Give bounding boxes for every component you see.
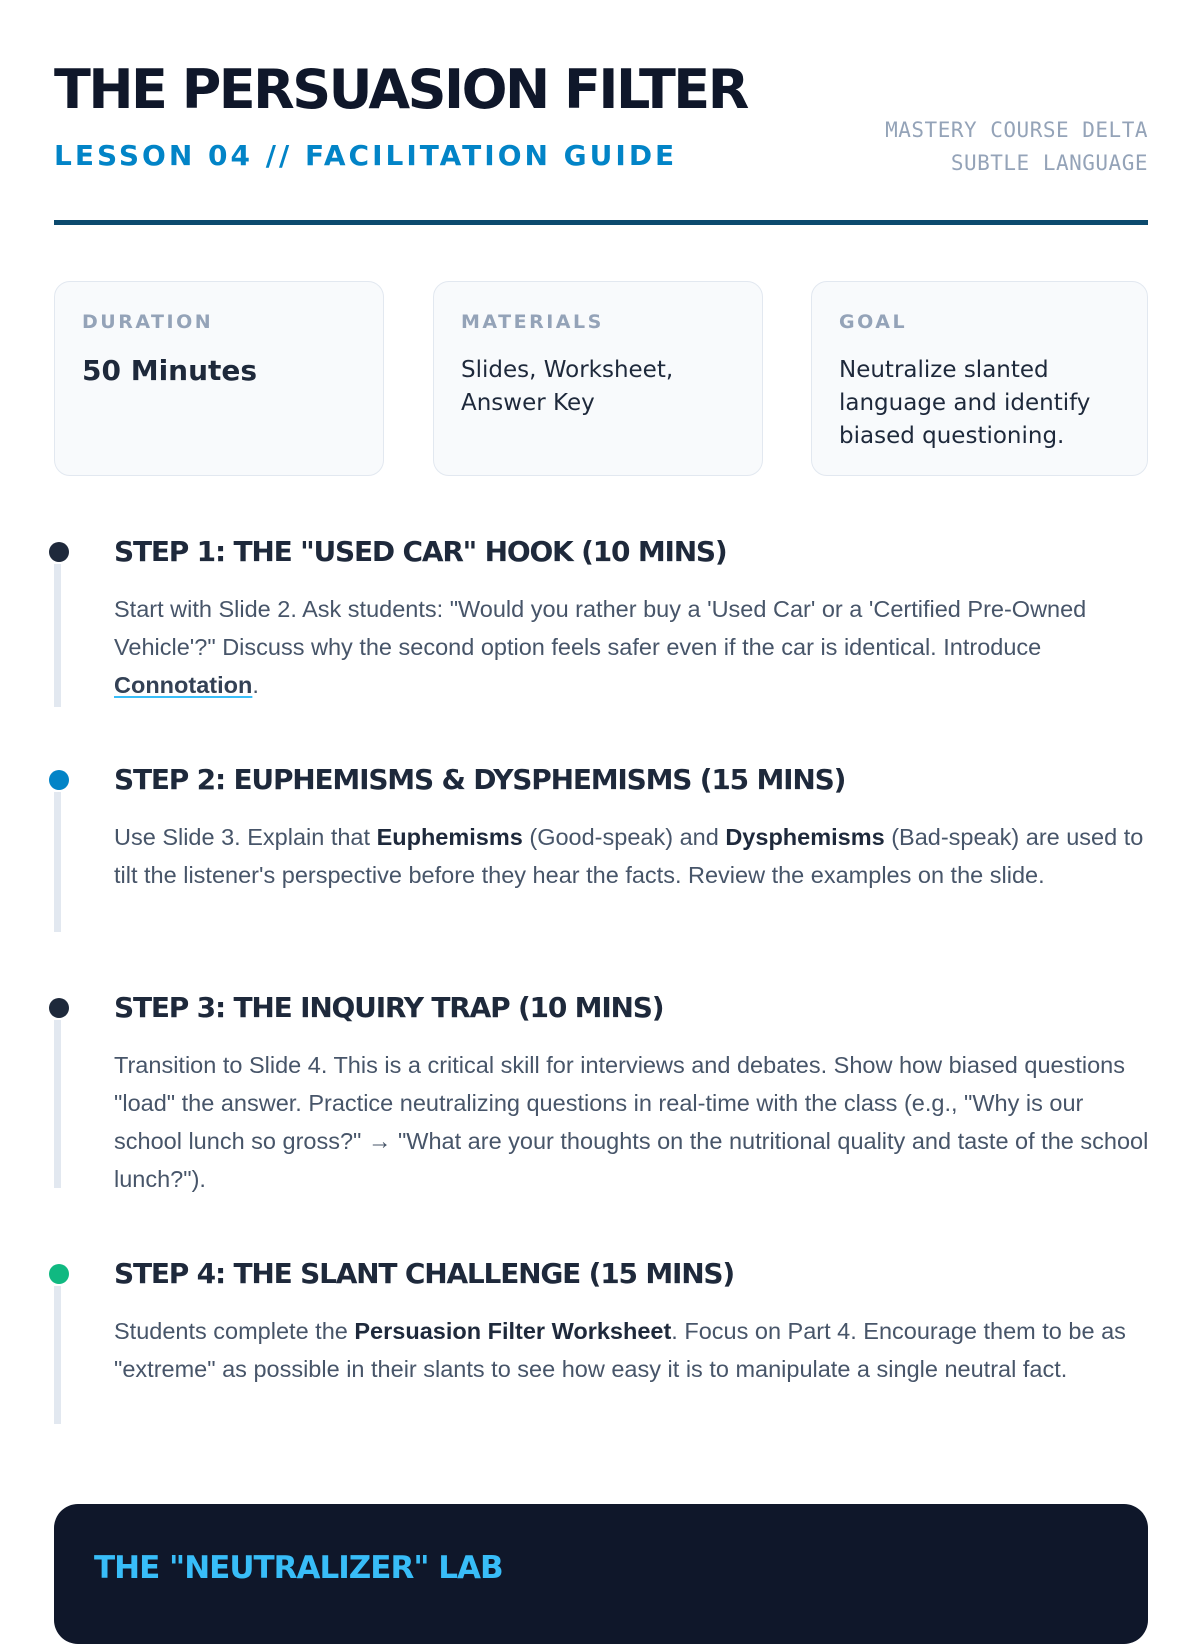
step-1-title: STEP 1: THE "USED CAR" HOOK (10 MINS): [114, 535, 727, 568]
step-2-text: Use Slide 3. Explain that: [114, 824, 377, 850]
materials-label: MATERIALS: [461, 311, 604, 333]
neutralizer-lab-panel: [54, 1504, 1148, 1644]
goal-value-line: Neutralize slanted: [839, 357, 1049, 383]
materials-value: [461, 354, 735, 420]
materials-value-line: Slides, Worksheet,: [461, 357, 674, 383]
step-2-timeline: [54, 792, 61, 932]
step-3-marker: [49, 998, 69, 1018]
header: [54, 58, 1148, 228]
step-2-marker: [49, 770, 69, 790]
goal-card: [811, 281, 1148, 476]
duration-card: [54, 281, 384, 476]
step-4-body: [114, 1312, 1154, 1388]
header-divider: [54, 220, 1148, 225]
materials-value-line: Answer Key: [461, 390, 595, 416]
course-name: MASTERY COURSE DELTA: [885, 118, 1148, 142]
goal-label: GOAL: [839, 311, 908, 333]
dysphemisms-term: Dysphemisms: [725, 824, 885, 850]
materials-card: [433, 281, 763, 476]
facilitation-guide-page: [54, 0, 1148, 1600]
page-title: THE PERSUASION FILTER: [54, 58, 747, 121]
goal-value: [839, 354, 1120, 453]
goal-value-line: language and identify: [839, 390, 1091, 416]
lab-title: THE "NEUTRALIZER" LAB: [94, 1550, 503, 1586]
lesson-subtitle: LESSON 04 // FACILITATION GUIDE: [54, 139, 678, 172]
step-1-timeline: [54, 564, 61, 707]
step-3-body: Transition to Slide 4. This is a critical skill for interviews and debates. Show how biased questions "load" the answer. Practice neutralizing questions in real-time with the class (e.g., "Why is our school lunch so gross?" → "What are your thoughts on the nutritional quality and taste of the school lunch?").: [114, 1052, 1149, 1192]
step-2-text-end: (Bad-speak) are used to tilt the listener's perspective before they hear the facts. Review the examples on the slide.: [114, 824, 1144, 888]
step-3-title: STEP 3: THE INQUIRY TRAP (10 MINS): [114, 991, 664, 1024]
step-4-text-end: . Focus on Part 4. Encourage them to be as "extreme" as possible in their slants to see how easy it is to manipulate a single neutral fact.: [114, 1318, 1126, 1382]
step-2-body: [114, 818, 1154, 894]
step-1-text-end: .: [252, 672, 259, 698]
course-meta: [885, 114, 1148, 180]
step-4-title: STEP 4: THE SLANT CHALLENGE (15 MINS): [114, 1257, 734, 1290]
step-4-text: Students complete the: [114, 1318, 355, 1344]
course-topic: SUBTLE LANGUAGE: [950, 151, 1148, 175]
goal-value-line: biased questioning.: [839, 423, 1065, 449]
step-1-text: Start with Slide 2. Ask students: "Would you rather buy a 'Used Car' or a 'Certified Pre-Owned Vehicle'?" Discuss why the second option feels safer even if the car is identical. Introduce: [114, 596, 1087, 660]
step-4-timeline: [54, 1286, 61, 1424]
connotation-term: Connotation: [114, 672, 253, 698]
step-3-timeline: [54, 1020, 61, 1188]
step-1-marker: [49, 542, 69, 562]
duration-label: DURATION: [82, 311, 214, 333]
step-2-text-mid: (Good-speak) and: [522, 824, 726, 850]
step-4-marker: [49, 1264, 69, 1284]
euphemisms-term: Euphemisms: [376, 824, 523, 850]
duration-value: 50 Minutes: [82, 354, 258, 387]
worksheet-term: Persuasion Filter Worksheet: [354, 1318, 672, 1344]
step-2-title: STEP 2: EUPHEMISMS & DYSPHEMISMS (15 MINS): [114, 763, 846, 796]
step-1-body: [114, 590, 1154, 704]
